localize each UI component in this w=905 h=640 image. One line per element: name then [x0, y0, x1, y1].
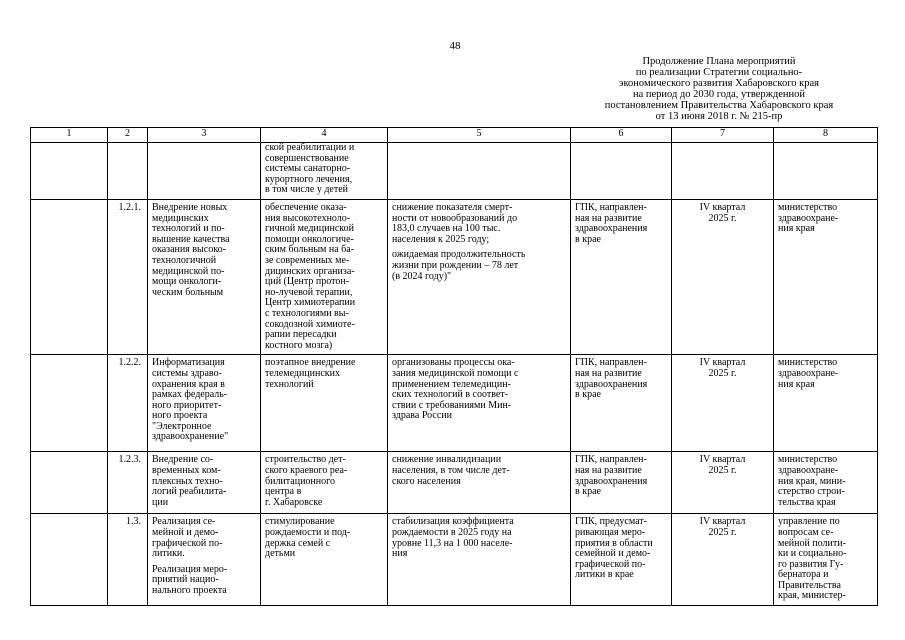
cell-line: зе современных ме- — [265, 254, 350, 266]
cell-text — [392, 455, 566, 487]
cell-line: графической по- — [152, 537, 223, 549]
cell-line: костного мозга) — [265, 339, 333, 351]
cell-line: ских технологий в соответ- — [392, 389, 509, 401]
cell-line: но-лучевой терапии, — [265, 286, 353, 298]
table-row — [31, 355, 878, 452]
column-header: 3 — [148, 128, 261, 143]
cell-line: управление по — [778, 516, 840, 528]
cell-item-number: 1.2.2. — [108, 355, 148, 452]
cell-line: организованы процессы ока- — [392, 357, 515, 369]
cell-line: ской реабилитации и — [265, 142, 355, 153]
cell-activity — [148, 514, 261, 606]
cell-line: помощи онкологиче- — [265, 233, 354, 245]
cell-text — [778, 358, 873, 390]
cell-text — [676, 203, 769, 224]
cell-line: билитационного — [265, 475, 335, 487]
cell-measure — [261, 452, 388, 514]
cell-line: снижение показателя смерт- — [392, 202, 513, 213]
cell-item-number — [108, 143, 148, 200]
cell-text — [392, 517, 566, 559]
cell-deadline — [672, 200, 774, 355]
cell-line: министерство — [778, 357, 838, 369]
cell-line: ГПК, направлен- — [575, 454, 647, 466]
cell-responsible — [774, 355, 878, 452]
cell-line: держка семей с — [265, 537, 331, 549]
cell-line: ная на развитие — [575, 464, 642, 476]
cell-responsible — [774, 452, 878, 514]
cell-result — [388, 200, 571, 355]
cell-line: IV квартал — [699, 202, 746, 213]
cell-line: ная на развитие — [575, 367, 642, 379]
cell-line: зания медицинской помощи с — [392, 367, 519, 379]
cell-line: го развития Гу- — [778, 558, 844, 570]
document-header-note — [569, 56, 869, 122]
cell-line: в крае — [575, 389, 601, 401]
cell-line: министерство — [778, 454, 838, 466]
cell-line: IV квартал — [699, 516, 746, 528]
cell-line: Реализация се- — [152, 516, 216, 528]
cell-activity — [148, 200, 261, 355]
cell-text — [575, 203, 667, 245]
cell-line: мейной и демо- — [152, 526, 219, 538]
cell-line: ки и социально- — [778, 548, 847, 560]
cell-line: здравоохранения — [575, 378, 648, 390]
cell-program — [571, 355, 672, 452]
cell-col-1 — [31, 514, 108, 606]
cell-line: IV квартал — [699, 357, 746, 369]
cell-line: ствии с требованиями Мин- — [392, 399, 512, 411]
cell-line: мощи онкологи- — [152, 276, 222, 288]
cell-line: ожидаемая продолжительность — [392, 249, 526, 261]
cell-line: здравоохранения — [575, 475, 648, 487]
cell-line: населения, в том числе дет- — [392, 464, 510, 476]
cell-line: г. Хабаровске — [265, 496, 323, 508]
cell-line: вышение качества — [152, 233, 230, 245]
plan-table-body — [31, 143, 878, 606]
cell-text — [676, 358, 769, 379]
cell-result — [388, 514, 571, 606]
column-header: 5 — [388, 128, 571, 143]
cell-text — [152, 203, 256, 298]
cell-line: ГПК, предусмат- — [575, 516, 647, 528]
cell-responsible — [774, 514, 878, 606]
cell-line: вопросам се- — [778, 526, 834, 538]
cell-line: оказания высоко- — [152, 244, 226, 256]
cell-line: технологичной — [152, 254, 217, 266]
cell-line: тельства края — [778, 496, 836, 508]
cell-deadline — [672, 514, 774, 606]
cell-line: стерство строи- — [778, 486, 845, 498]
cell-line: населения к 2025 году; — [392, 233, 490, 245]
cell-line: Внедрение со- — [152, 454, 214, 466]
cell-text — [265, 358, 383, 390]
cell-activity — [148, 143, 261, 200]
header-note-line: по реализации Стратегии социально- — [635, 67, 803, 78]
header-note-line: на период до 2030 года, утвержденной — [632, 89, 806, 100]
cell-line: охранения края в — [152, 378, 225, 390]
cell-line: медицинской по- — [152, 265, 225, 277]
cell-item-number: 1.3. — [108, 514, 148, 606]
cell-line: системы санаторно- — [265, 163, 351, 175]
cell-activity — [148, 452, 261, 514]
cell-text — [392, 203, 566, 245]
cell-line: ности от новообразований до — [392, 212, 518, 224]
cell-program — [571, 200, 672, 355]
cell-line: приятия в области — [575, 537, 653, 549]
cell-line: стабилизация коэффициента — [392, 516, 514, 528]
cell-line: медицинских — [152, 212, 209, 224]
cell-line: центра в — [265, 486, 302, 498]
cell-line: Центр химиотерапии — [265, 297, 356, 309]
cell-line: ции — [152, 496, 169, 508]
cell-text — [392, 250, 566, 282]
column-header: 2 — [108, 128, 148, 143]
cell-line: литики в крае — [575, 569, 634, 581]
cell-result — [388, 355, 571, 452]
cell-line: 2025 г. — [708, 367, 737, 379]
cell-line: рождаемости и под- — [265, 526, 351, 538]
cell-measure — [261, 514, 388, 606]
cell-line: ная на развитие — [575, 212, 642, 224]
cell-text — [152, 565, 256, 597]
cell-line: ного проекта — [152, 410, 208, 422]
cell-line: (в 2024 году)" — [392, 270, 452, 282]
cell-line: IV квартал — [699, 454, 746, 466]
cell-col-1 — [31, 200, 108, 355]
cell-responsible — [774, 200, 878, 355]
cell-line: "Электронное — [152, 420, 212, 432]
cell-line: ского населения — [392, 475, 461, 487]
cell-line: в крае — [575, 486, 601, 498]
cell-line: нального проекта — [152, 584, 227, 596]
cell-line: уровне 11,3 на 1 000 населе- — [392, 537, 513, 549]
cell-line: ривающая меро- — [575, 526, 646, 538]
cell-line: гичной медицинской — [265, 223, 354, 235]
header-note-line: экономического развития Хабаровского края — [618, 78, 820, 89]
cell-line: ций (Центр протон- — [265, 276, 350, 288]
cell-program — [571, 143, 672, 200]
cell-col-1 — [31, 143, 108, 200]
cell-line: временных ком- — [152, 464, 221, 476]
cell-measure — [261, 355, 388, 452]
cell-line: плексных техно- — [152, 475, 223, 487]
cell-line: Реализация меро- — [152, 563, 228, 575]
cell-text — [265, 143, 383, 196]
cell-line: графической по- — [575, 558, 646, 570]
cell-line: системы здраво- — [152, 367, 222, 379]
cell-line: 2025 г. — [708, 526, 737, 538]
cell-line: Информатизация — [152, 357, 225, 369]
cell-line: ния края, мини- — [778, 475, 846, 487]
column-header: 8 — [774, 128, 878, 143]
cell-text — [575, 358, 667, 400]
cell-text — [265, 517, 383, 559]
cell-line: сокодозной химиоте- — [265, 318, 355, 330]
cell-result — [388, 452, 571, 514]
cell-line: детьми — [265, 548, 296, 560]
cell-line: в крае — [575, 233, 601, 245]
cell-text — [152, 358, 256, 443]
cell-line: курортного лечения, — [265, 173, 353, 185]
cell-line: рождаемости в 2025 году на — [392, 526, 512, 538]
cell-text — [676, 455, 769, 476]
cell-result — [388, 143, 571, 200]
cell-line: Внедрение новых — [152, 202, 228, 213]
cell-line: приятий нацио- — [152, 574, 219, 586]
cell-line: здравоохране- — [778, 212, 839, 224]
cell-line: совершенствование — [265, 152, 349, 164]
plan-table — [30, 127, 878, 606]
cell-program — [571, 514, 672, 606]
cell-line: мейной полити- — [778, 537, 846, 549]
cell-line: здравоохранение" — [152, 431, 229, 443]
cell-program — [571, 452, 672, 514]
cell-line: края, министер- — [778, 590, 846, 602]
cell-line: бернатора и — [778, 569, 829, 581]
header-note-line: постановлением Правительства Хабаровского края — [604, 100, 834, 111]
cell-line: поэтапное внедрение — [265, 357, 356, 369]
table-row — [31, 452, 878, 514]
cell-text — [778, 203, 873, 235]
cell-deadline — [672, 143, 774, 200]
column-header: 1 — [31, 128, 108, 143]
cell-line: здрава России — [392, 410, 452, 422]
cell-line: технологий — [265, 378, 314, 390]
cell-item-number: 1.2.1. — [108, 200, 148, 355]
cell-line: стимулирование — [265, 516, 335, 528]
table-row — [31, 200, 878, 355]
column-header: 6 — [571, 128, 672, 143]
cell-text — [778, 455, 873, 508]
table-header-row — [31, 128, 878, 143]
cell-line: ния — [392, 548, 408, 560]
cell-line: ния края — [778, 223, 815, 235]
cell-line: 2025 г. — [708, 464, 737, 476]
cell-activity — [148, 355, 261, 452]
cell-text — [265, 203, 383, 351]
cell-text — [575, 455, 667, 497]
cell-text — [392, 358, 566, 422]
cell-line: ния края — [778, 378, 815, 390]
cell-line: технологий и по- — [152, 223, 225, 235]
cell-measure — [261, 143, 388, 200]
cell-line: в том числе у детей — [265, 184, 349, 196]
cell-line: ния высокотехноло- — [265, 212, 351, 224]
cell-responsible — [774, 143, 878, 200]
cell-line: ским больным на ба- — [265, 244, 355, 256]
cell-col-1 — [31, 355, 108, 452]
cell-line: с технологиями вы- — [265, 307, 349, 319]
cell-line: литики. — [152, 548, 185, 560]
column-header: 4 — [261, 128, 388, 143]
cell-text — [575, 517, 667, 581]
cell-line: Правительства — [778, 579, 841, 591]
cell-measure — [261, 200, 388, 355]
cell-text — [676, 517, 769, 538]
cell-line: телемедицинских — [265, 367, 341, 379]
cell-line: дицинских организа- — [265, 265, 355, 277]
cell-text — [152, 517, 256, 559]
cell-line: рамках федераль- — [152, 389, 228, 401]
cell-line: строительство дет- — [265, 454, 346, 466]
cell-line: здравоохранения — [575, 223, 648, 235]
cell-line: семейной и демо- — [575, 548, 651, 560]
cell-line: 2025 г. — [708, 212, 737, 224]
page-number: 48 — [449, 40, 461, 52]
column-header: 7 — [672, 128, 774, 143]
cell-line: ного приоритет- — [152, 399, 222, 411]
cell-text — [152, 455, 256, 508]
cell-text — [265, 455, 383, 508]
cell-line: ГПК, направлен- — [575, 202, 647, 213]
cell-line: снижение инвалидизации — [392, 454, 502, 466]
header-note-line: Продолжение Плана мероприятий — [642, 56, 796, 67]
cell-text — [778, 517, 873, 602]
cell-line: ГПК, направлен- — [575, 357, 647, 369]
cell-line: здравоохране- — [778, 464, 839, 476]
cell-line: 183,0 случаев на 100 тыс. — [392, 223, 501, 235]
cell-line: применением телемедицин- — [392, 378, 511, 390]
table-row — [31, 514, 878, 606]
cell-item-number: 1.2.3. — [108, 452, 148, 514]
header-note-line: от 13 июня 2018 г. № 215-пр — [655, 111, 783, 122]
cell-line: здравоохране- — [778, 367, 839, 379]
cell-line: рапии пересадки — [265, 329, 337, 341]
cell-line: ческим больным — [152, 286, 224, 298]
cell-deadline — [672, 355, 774, 452]
cell-deadline — [672, 452, 774, 514]
cell-line: ского краевого реа- — [265, 464, 348, 476]
cell-col-1 — [31, 452, 108, 514]
cell-line: обеспечение оказа- — [265, 202, 347, 213]
cell-line: министерство — [778, 202, 838, 213]
cell-line: жизни при рождении – 78 лет — [392, 259, 519, 271]
cell-line: логий реабилита- — [152, 486, 227, 498]
table-row — [31, 143, 878, 200]
